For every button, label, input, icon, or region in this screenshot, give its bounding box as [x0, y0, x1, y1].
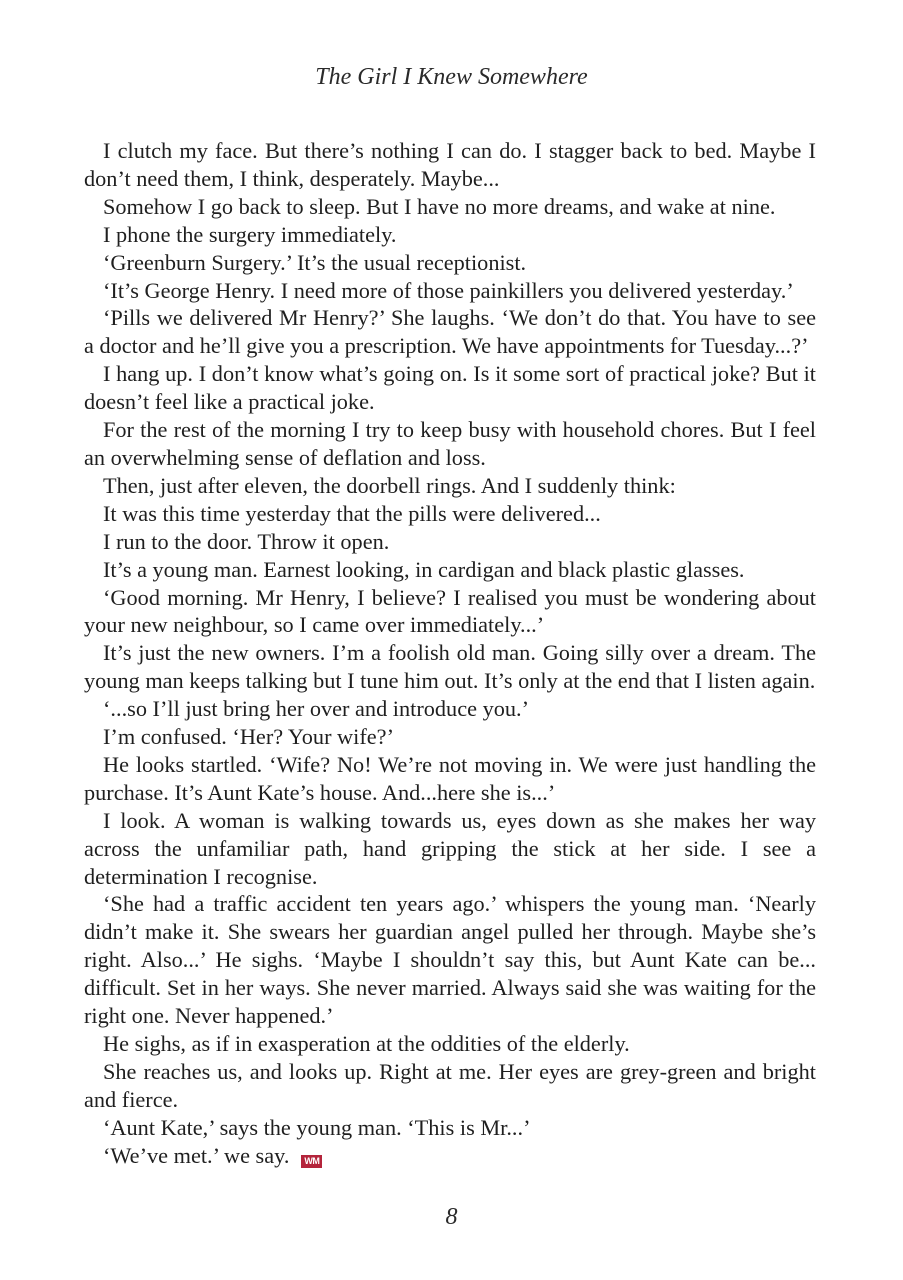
- paragraph: Then, just after eleven, the doorbell rings. And I suddenly think:: [103, 472, 676, 498]
- final-paragraph: [84, 1142, 816, 1170]
- paragraph: ‘Pills we delivered Mr Henry?’ She laughs. ‘We don’t do that. You have to see a doctor and he’ll give you a prescription. We have appointments for Tuesday...?’: [84, 305, 816, 359]
- paragraph: I’m confused. ‘Her? Your wife?’: [103, 724, 395, 750]
- paragraph: ‘Greenburn Surgery.’ It’s the usual receptionist.: [103, 249, 527, 275]
- final-paragraph-text: ‘We’ve met.’ we say.: [103, 1142, 290, 1168]
- story-text: [84, 137, 816, 1170]
- publisher-logo-text: WM: [304, 1155, 320, 1166]
- paragraph: He looks startled. ‘Wife? No! We’re not moving in. We were just handling the purchase. It’s Aunt Kate’s house. And...here she is...’: [84, 751, 816, 805]
- paragraph: ‘It’s George Henry. I need more of those painkillers you delivered yesterday.’: [103, 277, 794, 303]
- paragraph: It was this time yesterday that the pills were delivered...: [103, 500, 601, 526]
- paragraph: ‘She had a traffic accident ten years ago.’ whispers the young man. ‘Nearly didn’t make it. She swears her guardian angel pulled her through. Maybe she’s right. Also...’ He sighs. ‘Maybe I shouldn’t say this, but Aunt Kate can be... difficult. Set in her ways. She never married. Always said she was waiting for the right one. Never happened.’: [84, 891, 816, 1029]
- publisher-logo-icon: [301, 1155, 322, 1168]
- paragraph: I clutch my face. But there’s nothing I can do. I stagger back to bed. Maybe I don’t need them, I think, desperately. Maybe...: [84, 138, 816, 191]
- paragraph: It’s a young man. Earnest looking, in cardigan and black plastic glasses.: [103, 556, 745, 582]
- paragraph: ‘Good morning. Mr Henry, I believe? I realised you must be wondering about your new neighbour, so I came over immediately...’: [84, 584, 816, 638]
- paragraph: I hang up. I don’t know what’s going on. Is it some sort of practical joke? But it doesn’t feel like a practical joke.: [84, 361, 816, 415]
- paragraph: Somehow I go back to sleep. But I have no more dreams, and wake at nine.: [103, 193, 776, 219]
- paragraph: It’s just the new owners. I’m a foolish old man. Going silly over a dream. The young man keeps talking but I tune him out. It’s only at the end that I listen again.: [84, 640, 816, 694]
- page-number: 8: [445, 1204, 458, 1230]
- paragraph: For the rest of the morning I try to keep busy with household chores. But I feel an overwhelming sense of deflation and loss.: [84, 417, 816, 470]
- paragraph: I phone the surgery immediately.: [103, 221, 397, 247]
- paragraph: ‘Aunt Kate,’ says the young man. ‘This is Mr...’: [103, 1114, 531, 1140]
- paragraph: ‘...so I’ll just bring her over and introduce you.’: [103, 696, 530, 722]
- paragraph: He sighs, as if in exasperation at the oddities of the elderly.: [103, 1031, 630, 1056]
- paragraph: I look. A woman is walking towards us, eyes down as she makes her way across the unfamiliar path, hand gripping the stick at her side. I see a determination I recognise.: [84, 807, 816, 889]
- paragraph: She reaches us, and looks up. Right at me. Her eyes are grey-green and bright and fierce.: [84, 1058, 816, 1112]
- running-title: The Girl I Knew Somewhere: [315, 64, 588, 90]
- paragraph: I run to the door. Throw it open.: [103, 528, 390, 554]
